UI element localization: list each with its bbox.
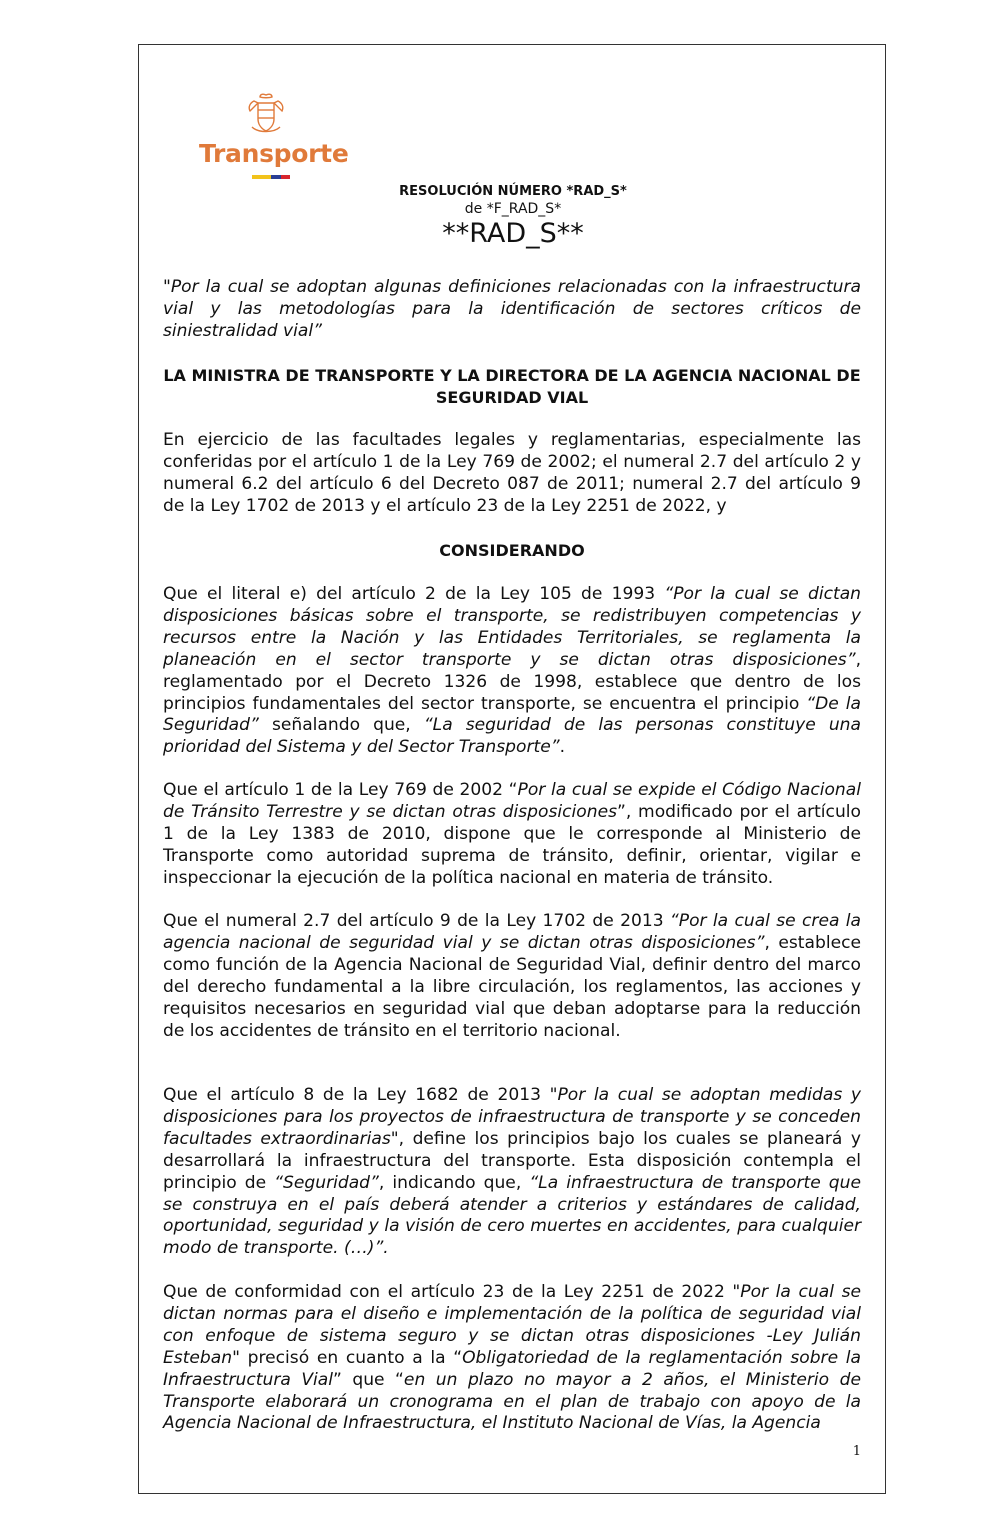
considerando-paragraph-3: Que el numeral 2.7 del artículo 9 de la Ley 1702 de 2013 “Por la cual se crea la agencia nacional de seguridad vial y se dictan otras disposiciones”, establece como función de la Agencia Nacional de Seguridad Vial, definir dentro del marco del derecho fundamental a la libre circulación, los reglamentos, las acciones y requisitos necesarios en seguridad vial que deban adoptarse para la reducción de los accidentes de tránsito en el territorio nacional.	[163, 911, 862, 1041]
considerando-heading: CONSIDERANDO	[439, 541, 585, 560]
document-page	[138, 44, 886, 1494]
transporte-logo	[199, 91, 349, 183]
resolution-number: RESOLUCIÓN NÚMERO *RAD_S*	[399, 184, 627, 199]
considerando-paragraph-2: Que el artículo 1 de la Ley 769 de 2002 “Por la cual se expide el Código Nacional de Tránsito Terrestre y se dictan otras disposiciones”, modificado por el artículo 1 de la Ley 1383 de 2010, dispone que le corresponde al Ministerio de Transporte como autoridad suprema de tránsito, definir, orientar, vigilar e inspeccionar la ejecución de la política nacional en materia de tránsito.	[163, 780, 861, 888]
resolution-date: de *F_RAD_S*	[464, 201, 562, 217]
logo-wordmark: Transporte	[199, 139, 349, 168]
page-number: 1	[852, 1444, 861, 1459]
preamble-paragraph: En ejercicio de las facultades legales y reglamentarias, especialmente las conferidas por el artículo 1 de la Ley 769 de 2002; el numeral 2.7 del artículo 2 y numeral 6.2 del artículo 6 del Decreto 087 de 2011; numeral 2.7 del artículo 9 de la Ley 1702 de 2013 y el artículo 23 de la Ley 2251 de 2022, y	[163, 430, 861, 516]
flag-stripe	[252, 175, 290, 179]
resolution-title: "Por la cual se adoptan algunas definiciones relacionadas con la infraestructura vial y las metodologías para la identificación de sectores críticos de siniestralidad vial”	[163, 277, 861, 341]
issuing-authority: LA MINISTRA DE TRANSPORTE Y LA DIRECTORA DE LA AGENCIA NACIONAL DE SEGURIDAD VIAL	[163, 366, 861, 407]
rad-code: **RAD_S**	[442, 218, 584, 249]
considerando-paragraph-5: Que de conformidad con el artículo 23 de la Ley 2251 de 2022 "Por la cual se dictan normas para el diseño e implementación de la política de seguridad vial con enfoque de sistema seguro y se dictan otras disposiciones -Ley Julián Esteban" precisó en cuanto a la “Obligatoriedad de la reglamentación sobre la Infraestructura Vial” que “en un plazo no mayor a 2 años, el Ministerio de Transporte elaborará un cronograma en el plan de trabajo con apoyo de la Agencia Nacional de Infraestructura, el Instituto Nacional de Vías, la Agencia	[163, 1282, 862, 1434]
coat-of-arms-icon	[246, 91, 286, 137]
considerando-paragraph-1: Que el literal e) del artículo 2 de la Ley 105 de 1993 “Por la cual se dictan disposiciones básicas sobre el transporte, se redistribuyen competencias y recursos entre la Nación y las Entidades Territoriales, se reglamenta la planeación en el sector transporte y se dictan otras disposiciones”, reglamentado por el Decreto 1326 de 1998, establece que dentro de los principios fundamentales del sector transporte, se encuentra el principio “De la Seguridad” señalando que, “La seguridad de las personas constituye una prioridad del Sistema y del Sector Transporte”.	[163, 584, 861, 758]
considerando-paragraph-4: Que el artículo 8 de la Ley 1682 de 2013 "Por la cual se adoptan medidas y disposiciones para los proyectos de infraestructura de transporte y se conceden facultades extraordinarias", define los principios bajo los cuales se planeará y desarrollará la infraestructura del transporte. Esta disposición contempla el principio de “Seguridad”, indicando que, “La infraestructura de transporte que se construya en el país deberá atender a criterios y estándares de calidad, oportunidad, seguridad y la visión de cero muertes en accidentes, para cualquier modo de transporte. (…)”.	[163, 1085, 861, 1259]
